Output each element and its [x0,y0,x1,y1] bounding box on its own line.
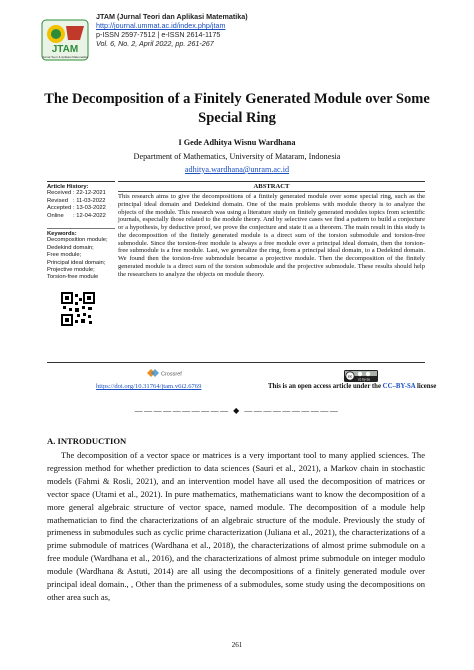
open-access-notice: This is an open access article under the CC–BY-SA license [268,383,437,390]
svg-text:cc: cc [347,373,353,379]
journal-volume: Vol. 6, No. 2, April 2022, pp. 261-267 [96,39,214,48]
keyword-item: Decomposition module; [47,237,108,244]
abstract-text: This research aims to give the decompositions of a finitely generated module over some special ring, such as the principal ideal domain and Dedekind domain. One of the main problems with module theory is to analyze the objects of the module. This research was using a literature study on finitely generated modules topics from scientific journals, especially those related to the module theory. And by selective cases we find a pattern to build a conjecture or a hypothesis, by deductive proof, we prove the conjecture and state it as a theorem. The main result in this study is the decomposition of the finitely generated module is a direct sum of the torsion submodule and torsion-free submodule. Since the torsion-free module is always a free module over a principal ideal domain, then the torsion-free submodule is a free module. Last, we generalize the ring, from a principal ideal domain, to a Dedekind domain. We found then the torsion-free submodule became a projective module. Then the decomposition of the finitely generated module is a direct sum of the torsion submodule and the projective submodule. These results should help the researchers to analyze the objects on module theory. [118,193,425,278]
keyword-item: Dedekind domain; [47,244,94,251]
introduction-text [47,449,425,604]
crossref-icon[interactable] [146,368,186,378]
keyword-item: Torsion-free module [47,274,99,281]
author-affiliation: Department of Mathematics, University of Mataram, Indonesia [133,152,341,161]
section-rule [47,362,425,363]
history-row: Revised : 11-03-2022 [47,197,106,204]
history-row: Accepted : 13-03-2022 [47,205,106,212]
history-row: Online : 12-04-2022 [47,212,106,219]
author-email-link[interactable]: adhitya.wardhana@unram.ac.id [184,165,290,174]
paper-title: The Decomposition of a Finitely Generated Module over Some Special Ring [44,91,430,126]
journal-issn: p-ISSN 2597-7512 | e-ISSN 2614-1175 [96,30,221,39]
journal-header [40,12,300,76]
article-history-heading: Article History: [47,184,89,190]
journal-url-link[interactable]: http://journal.ummat.ac.id/index.php/jtam [96,21,226,30]
abstract-heading: ABSTRACT [118,181,425,192]
license-link[interactable]: CC–BY-SA [382,383,416,390]
author-name: I Gede Adhitya Wisnu Wardhana [178,138,296,147]
logo-text: JTAM [51,44,79,55]
history-row: Received : 22-12-2021 [47,190,106,196]
section-heading: A. INTRODUCTION [47,436,127,446]
journal-name: JTAM (Jurnal Teori dan Aplikasi Matematika) [96,12,248,21]
abstract-section [118,181,425,278]
ornament-divider: —————————— ◆ —————————— [134,406,340,415]
journal-logo [40,18,90,62]
page-number: 261 [231,641,243,649]
keyword-item: Free module; [47,252,82,259]
logo-subtitle: Jurnal Teori & Aplikasi Matematika [42,55,88,59]
cc-badge-text: cc by sa [358,377,370,382]
keyword-item: Principal ideal domain; [47,259,106,266]
cc-by-sa-badge-icon[interactable] [344,370,378,382]
keywords-heading: Keywords: [47,231,77,238]
keyword-item: Projective module; [47,267,95,273]
crossref-label: Crossref [161,371,182,378]
doi-link[interactable]: https://doi.org/10.31764/jtam.v6i2.6769 [96,383,202,390]
qr-code-icon[interactable] [61,292,95,326]
article-info [47,181,115,331]
paragraph: The decomposition of a vector space or matrices is a very important tool to many applied sciences. The regression method for whether prediction to data sciences (Sauri et al., 2021), a Markov chain in stochastic models (Fahmi & Rosli, 2021), and an intervention model have all used the decomposition of matrices or vector space (Utami et al., 2021). In pure mathematics, mathematicians want to know the decomposition of a more general algebraic structure of vector space, named module. The decomposition of a module help mathematician to find the characterizations of an algebraic structure of the module. Previously the study of primeness in submodules such as cyclic prime characterization (Juliana et al., 2021), the characterizations of a prime submodule of matrices (Wardhana et al., 2018), the characterizations of almost prime submodule on a free module (Wardhana et al., 2016), and the characterizations of almost prime submodule on integer modulo module (Wardhana & Astuti, 2014) are all using the decompositions of a finitely generated module over principal ideal domain., , Other than the primeness of a submodules, some study using the decompositions on other area such as, [47,450,425,602]
